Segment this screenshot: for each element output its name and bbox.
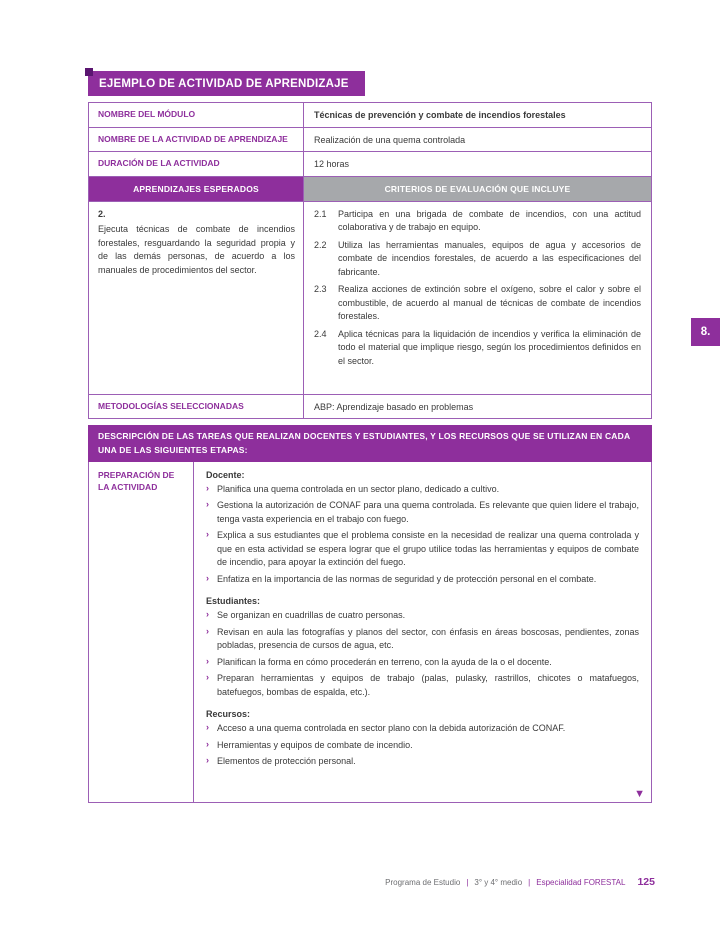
chapter-tab: 8. bbox=[691, 318, 720, 346]
table-row-activity-name bbox=[89, 128, 651, 153]
chevron-bullet-icon: › bbox=[206, 625, 209, 636]
list-item-text: Elementos de protección personal. bbox=[217, 756, 356, 767]
list-item bbox=[206, 626, 639, 653]
chevron-bullet-icon: › bbox=[206, 755, 209, 766]
chevron-bullet-icon: › bbox=[206, 499, 209, 510]
header-expected-learning: APRENDIZAJES ESPERADOS bbox=[89, 177, 304, 201]
table-header-row bbox=[89, 177, 651, 202]
section-title: Recursos: bbox=[206, 709, 251, 720]
description-banner: DESCRIPCIÓN DE LAS TAREAS QUE REALIZAN DOCENTES Y ESTUDIANTES, Y LOS RECURSOS QUE SE UTILIZAN EN CADA UNA DE LAS SIGUIENTES ETAPAS: bbox=[88, 425, 652, 461]
chevron-bullet-icon: › bbox=[206, 529, 209, 540]
list-item-text: Planifica una quema controlada en un sector plano, dedicado a cultivo. bbox=[217, 483, 500, 494]
list-item-text: Acceso a una quema controlada en sector plano con la debida autorización de CONAF. bbox=[217, 723, 566, 734]
prep-section-docente bbox=[206, 470, 639, 587]
activity-table bbox=[88, 102, 652, 419]
list-item-text: Gestiona la autorización de CONAF para una quema controlada. Es relevante que quien lidere el trabajo, tenga vasta experiencia en el trabajo con fuego. bbox=[217, 500, 639, 524]
criterion-text: Realiza acciones de extinción sobre el oxígeno, sobre el calor y sobre el combustible, de acuerdo al manual de técnicas de combate de incendios forestales. bbox=[338, 284, 641, 322]
footer-doc-title: Programa de Estudio bbox=[385, 878, 461, 887]
page-content bbox=[88, 71, 652, 803]
table-row-module bbox=[89, 103, 651, 128]
criterion bbox=[314, 208, 641, 235]
section-title: Docente: bbox=[206, 469, 245, 480]
criterion-number: 2.2 bbox=[314, 239, 327, 250]
list-item bbox=[206, 573, 639, 587]
criterion bbox=[314, 283, 641, 324]
list-item bbox=[206, 656, 639, 670]
criteria-list bbox=[304, 202, 651, 394]
prep-section-recursos bbox=[206, 709, 639, 769]
chevron-bullet-icon: › bbox=[206, 722, 209, 733]
chevron-bullet-icon: › bbox=[206, 738, 209, 749]
criterion-number: 2.3 bbox=[314, 284, 327, 295]
criterion-text: Aplica técnicas para la liquidación de incendios y verifica la eliminación de todo el material que implique riesgo, según los procedimientos definidos en el sector. bbox=[338, 328, 641, 366]
header-evaluation-criteria: CRITERIOS DE EVALUACIÓN QUE INCLUYE bbox=[304, 177, 651, 201]
banner-corner-decoration bbox=[85, 68, 93, 76]
page-number: 125 bbox=[637, 876, 655, 888]
row-value-activity-name: Realización de una quema controlada bbox=[314, 134, 466, 145]
preparation-table bbox=[88, 462, 652, 803]
list-item-text: Herramientas y equipos de combate de incendio. bbox=[217, 739, 413, 750]
row-label-activity-name: NOMBRE DE LA ACTIVIDAD DE APRENDIZAJE bbox=[89, 128, 304, 152]
criterion-number: 2.1 bbox=[314, 208, 327, 219]
list-item-text: Enfatiza en la importancia de las normas de seguridad y de protección personal en el combate. bbox=[217, 573, 597, 584]
expected-learning-cell bbox=[89, 202, 304, 394]
list-item-text: Explica a sus estudiantes que el problema consiste en la necesidad de realizar una quema controlada y que en esta actividad se espera lograr que el grupo utilice todas las herramientas y equipos de combate de incendio, para apoyar la extinción del fuego. bbox=[217, 530, 639, 568]
list-item-text: Revisan en aula las fotografías y planos del sector, con énfasis en áreas boscosas, pendientes, zonas pobladas, presencia de cursos de agua, etc. bbox=[217, 626, 639, 651]
chevron-bullet-icon: › bbox=[206, 609, 209, 620]
table-row-methodology bbox=[89, 395, 651, 419]
footer-separator: | bbox=[528, 878, 531, 887]
table-row-learning-criteria bbox=[89, 202, 651, 395]
criterion-text: Participa en una brigada de combate de incendios, con una actitud colaborativa y de trabajo en equipo. bbox=[338, 208, 641, 233]
list-item bbox=[206, 609, 639, 623]
footer-separator: | bbox=[466, 878, 469, 887]
list-item bbox=[206, 672, 639, 699]
expected-learning-number: 2. bbox=[98, 208, 106, 219]
expected-learning-text: Ejecuta técnicas de combate de incendios forestales, resguardando la seguridad propia y de las demás personas, de acuerdo a los manuales de procedimientos del sector. bbox=[98, 224, 295, 275]
table-row-duration bbox=[89, 152, 651, 177]
footer-grade: 3° y 4° medio bbox=[474, 878, 523, 887]
list-item bbox=[206, 529, 639, 570]
chevron-bullet-icon: › bbox=[206, 672, 209, 683]
preparation-row bbox=[89, 462, 651, 802]
list-item-text: Se organizan en cuadrillas de cuatro personas. bbox=[217, 610, 406, 621]
continuation-arrow-icon: ▼ bbox=[634, 787, 645, 800]
row-label-module: NOMBRE DEL MÓDULO bbox=[89, 103, 304, 127]
criterion-number: 2.4 bbox=[314, 328, 327, 339]
list-item bbox=[206, 483, 639, 497]
prep-section-estudiantes bbox=[206, 596, 639, 699]
row-label-duration: DURACIÓN DE LA ACTIVIDAD bbox=[89, 152, 304, 176]
list-item bbox=[206, 499, 639, 526]
row-label-methodology: METODOLOGÍAS SELECCIONADAS bbox=[89, 395, 304, 419]
criterion bbox=[314, 328, 641, 369]
page-title: EJEMPLO DE ACTIVIDAD DE APRENDIZAJE bbox=[88, 71, 365, 96]
list-item bbox=[206, 755, 639, 769]
list-item bbox=[206, 739, 639, 753]
section-title: Estudiantes: bbox=[206, 596, 261, 607]
criterion-text: Utiliza las herramientas manuales, equipos de agua y accesorios de combate de incendios forestales, de acuerdo a las especificaciones del fabricante. bbox=[338, 239, 641, 277]
chevron-bullet-icon: › bbox=[206, 655, 209, 666]
footer-specialty: Especialidad FORESTAL bbox=[536, 878, 626, 887]
list-item bbox=[206, 722, 639, 736]
page-footer bbox=[385, 876, 655, 888]
preparation-label: PREPARACIÓN DE LA ACTIVIDAD bbox=[89, 462, 194, 802]
preparation-content bbox=[194, 462, 651, 802]
activity-banner bbox=[88, 71, 652, 96]
chevron-bullet-icon: › bbox=[206, 572, 209, 583]
row-value-module: Técnicas de prevención y combate de incendios forestales bbox=[314, 110, 566, 120]
list-item-text: Planifican la forma en cómo procederán en terreno, con la ayuda de la o el docente. bbox=[217, 656, 552, 667]
list-item-text: Preparan herramientas y equipos de trabajo (palas, pulasky, rastrillos, chicotes o matafuegos, batefuegos, bombas de espalda, etc.). bbox=[217, 673, 639, 697]
row-value-duration: 12 horas bbox=[314, 159, 350, 170]
chevron-bullet-icon: › bbox=[206, 482, 209, 493]
criterion bbox=[314, 239, 641, 280]
row-value-methodology: ABP: Aprendizaje basado en problemas bbox=[314, 401, 474, 412]
